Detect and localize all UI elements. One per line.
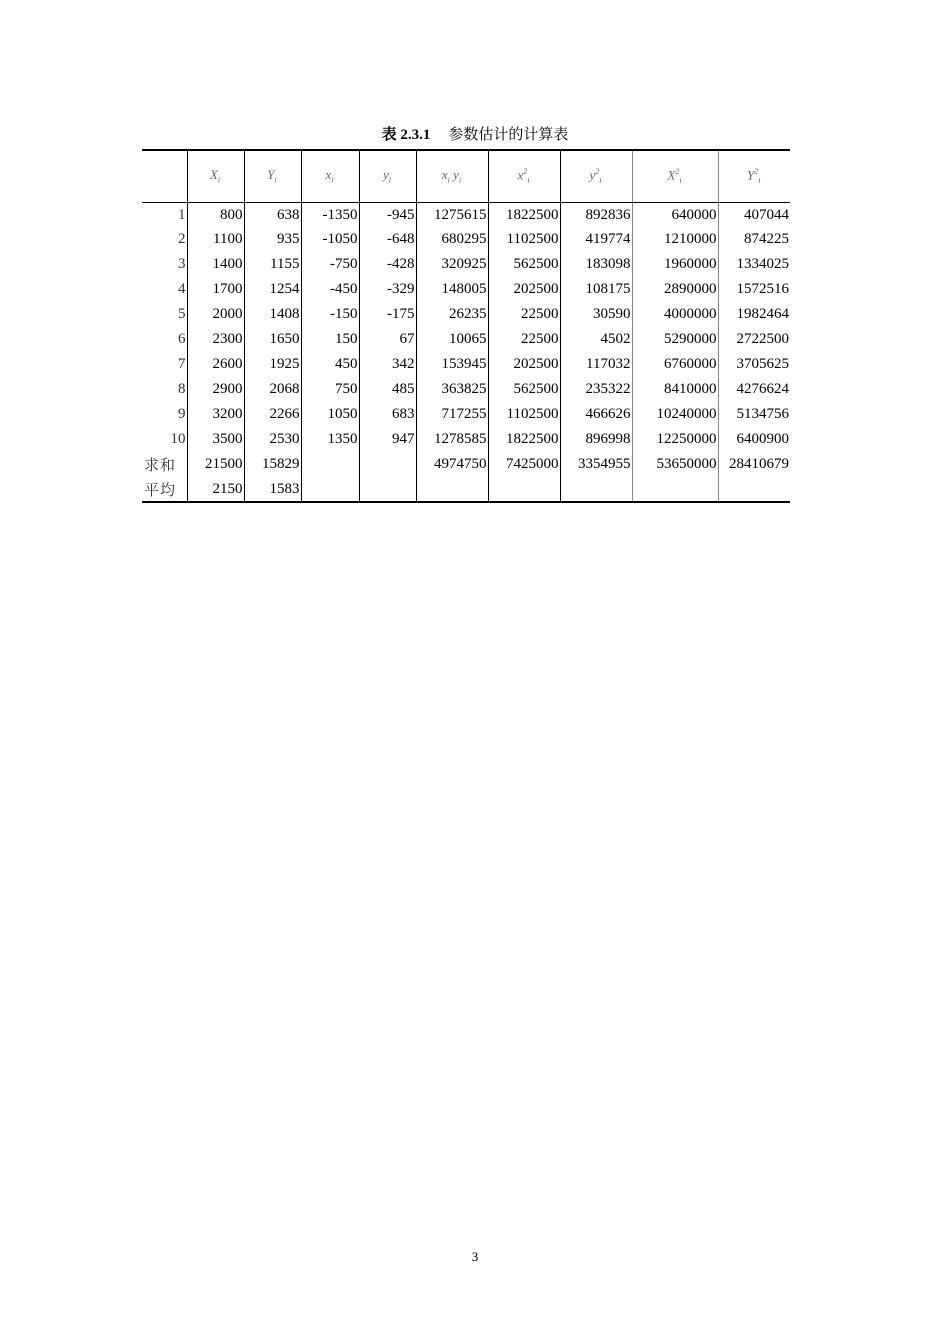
table-cell: 874225 xyxy=(744,231,789,247)
column-header: $Y^2_i$ xyxy=(718,150,790,202)
table-cell: -1350 xyxy=(301,202,359,227)
table-cell xyxy=(301,477,359,502)
column-header: $X^2_i$ xyxy=(632,150,718,202)
table-row xyxy=(142,277,790,302)
table-cell: 15829 xyxy=(244,452,301,477)
table-title: 参数估计的计算表 xyxy=(448,127,569,143)
table-cell: 1050 xyxy=(301,402,359,427)
table-cell: 148005 xyxy=(416,277,488,302)
column-header: $y^2_i$ xyxy=(560,150,632,202)
table-cell: 485 xyxy=(359,377,416,402)
table-row xyxy=(142,377,790,402)
table-row xyxy=(142,477,790,502)
row-label: 10 xyxy=(142,427,187,452)
column-header: $x_i$ xyxy=(301,150,359,202)
table-cell: 53650000 xyxy=(632,452,718,477)
table-cell: 3500 xyxy=(187,427,244,452)
table-cell: -428 xyxy=(359,252,416,277)
column-header: $Y_i$ xyxy=(244,150,301,202)
table-row xyxy=(142,352,790,377)
header-corner xyxy=(142,150,187,202)
table-cell: 466626 xyxy=(560,402,632,427)
table-cell: 3705625 xyxy=(736,356,789,372)
table-cell: 562500 xyxy=(488,252,560,277)
table-cell: 717255 xyxy=(416,402,488,427)
row-label: 4 xyxy=(142,277,187,302)
column-header: $X_i$ xyxy=(187,150,244,202)
row-label: 1 xyxy=(142,202,187,227)
table-cell: 1278585 xyxy=(416,427,488,452)
table-cell: 450 xyxy=(301,352,359,377)
table-cell: 1408 xyxy=(244,302,301,327)
table-cell xyxy=(560,477,632,502)
table-cell: 22500 xyxy=(488,302,560,327)
row-label: 求和 xyxy=(142,452,187,477)
table-cell xyxy=(359,477,416,502)
table-cell: 2300 xyxy=(187,327,244,352)
table-cell: -150 xyxy=(301,302,359,327)
table-cell: 680295 xyxy=(416,227,488,252)
header-row xyxy=(142,150,790,202)
table-cell: 3200 xyxy=(187,402,244,427)
table-cell: 750 xyxy=(301,377,359,402)
table-cell: 153945 xyxy=(416,352,488,377)
row-label: 6 xyxy=(142,327,187,352)
table-cell: 638 xyxy=(244,202,301,227)
table-cell: 1925 xyxy=(244,352,301,377)
table-cell: 7425000 xyxy=(488,452,560,477)
table-cell xyxy=(416,477,488,502)
row-label: 7 xyxy=(142,352,187,377)
row-label: 8 xyxy=(142,377,187,402)
table-cell: 4974750 xyxy=(416,452,488,477)
row-label: 5 xyxy=(142,302,187,327)
table-cell: 1960000 xyxy=(632,252,718,277)
table-cell xyxy=(359,452,416,477)
table-cell: 2722500 xyxy=(736,331,789,347)
table-cell: 2890000 xyxy=(632,277,718,302)
table-cell: 1822500 xyxy=(488,427,560,452)
table-row xyxy=(142,227,790,252)
table-cell: -1050 xyxy=(301,227,359,252)
table-cell: -648 xyxy=(359,227,416,252)
table-cell: 150 xyxy=(301,327,359,352)
row-label: 9 xyxy=(142,402,187,427)
table-body xyxy=(142,202,790,502)
table-cell: 1254 xyxy=(244,277,301,302)
table-cell: 3354955 xyxy=(560,452,632,477)
table-cell: 892836 xyxy=(560,202,632,227)
table-cell: 896998 xyxy=(560,427,632,452)
table-cell xyxy=(488,477,560,502)
table-cell: 1102500 xyxy=(488,402,560,427)
table-cell: 2068 xyxy=(244,377,301,402)
table-cell: 407044 xyxy=(744,207,789,224)
table-cell: 1982464 xyxy=(736,306,789,322)
table-cell: 342 xyxy=(359,352,416,377)
table-cell: 683 xyxy=(359,402,416,427)
table-cell: 800 xyxy=(187,202,244,227)
table-cell: 1650 xyxy=(244,327,301,352)
table-cell: 935 xyxy=(244,227,301,252)
table-cell: 5290000 xyxy=(632,327,718,352)
table-row xyxy=(142,202,790,227)
table-cell: -750 xyxy=(301,252,359,277)
table-cell: -175 xyxy=(359,302,416,327)
table-cell: 320925 xyxy=(416,252,488,277)
row-label: 3 xyxy=(142,252,187,277)
table-cell: 1822500 xyxy=(488,202,560,227)
table-cell: 4276624 xyxy=(736,381,789,397)
table-cell: 1700 xyxy=(187,277,244,302)
table-cell: 235322 xyxy=(560,377,632,402)
table-cell: 26235 xyxy=(416,302,488,327)
table-row xyxy=(142,452,790,477)
table-cell: 1155 xyxy=(244,252,301,277)
table-cell: -329 xyxy=(359,277,416,302)
calculation-table xyxy=(142,149,790,503)
table-cell: 5134756 xyxy=(736,406,789,422)
table-cell: 1572516 xyxy=(736,281,789,297)
page-number: 3 xyxy=(471,1249,479,1264)
table-cell: 2600 xyxy=(187,352,244,377)
table-cell: 2900 xyxy=(187,377,244,402)
table-row xyxy=(142,302,790,327)
table-cell: 202500 xyxy=(488,277,560,302)
column-header: $x_i$ $y_i$ xyxy=(416,150,488,202)
table-cell: -945 xyxy=(359,202,416,227)
table-row xyxy=(142,427,790,452)
table-cell: -450 xyxy=(301,277,359,302)
table-cell: 108175 xyxy=(560,277,632,302)
table-cell: 1210000 xyxy=(632,227,718,252)
table-cell: 2530 xyxy=(244,427,301,452)
column-header: $y_i$ xyxy=(359,150,416,202)
table-cell: 8410000 xyxy=(632,377,718,402)
table-cell: 1102500 xyxy=(488,227,560,252)
table-cell: 1400 xyxy=(187,252,244,277)
table-row xyxy=(142,402,790,427)
table-cell xyxy=(301,452,359,477)
table-cell: 183098 xyxy=(560,252,632,277)
table-cell: 2000 xyxy=(187,302,244,327)
row-label: 平均 xyxy=(142,477,187,502)
table-cell: 562500 xyxy=(488,377,560,402)
table-cell: 1100 xyxy=(187,227,244,252)
table-cell: 4000000 xyxy=(632,302,718,327)
table-cell: 363825 xyxy=(416,377,488,402)
table-row xyxy=(142,252,790,277)
table-cell: 1350 xyxy=(301,427,359,452)
table-cell: 202500 xyxy=(488,352,560,377)
table-number: 表 2.3.1 xyxy=(381,127,431,143)
table-cell: 640000 xyxy=(632,202,718,227)
table-cell: 10065 xyxy=(416,327,488,352)
table-cell: 2150 xyxy=(187,477,244,502)
table-cell xyxy=(718,477,790,502)
table-cell: 2266 xyxy=(244,402,301,427)
table-cell: 21500 xyxy=(187,452,244,477)
column-header: $x^2_i$ xyxy=(488,150,560,202)
table-cell: 4502 xyxy=(560,327,632,352)
table-cell: 12250000 xyxy=(632,427,718,452)
table-cell: 6760000 xyxy=(632,352,718,377)
table-cell: 947 xyxy=(359,427,416,452)
table-cell: 1334025 xyxy=(736,256,789,272)
row-label: 2 xyxy=(142,227,187,252)
table-row xyxy=(142,327,790,352)
table-cell xyxy=(632,477,718,502)
table-cell: 6400900 xyxy=(736,431,789,447)
table-caption xyxy=(0,126,950,144)
table-cell: 22500 xyxy=(488,327,560,352)
table-cell: 1275615 xyxy=(416,202,488,227)
table-cell: 28410679 xyxy=(729,456,789,472)
table-cell: 117032 xyxy=(560,352,632,377)
table-cell: 10240000 xyxy=(632,402,718,427)
table-cell: 419774 xyxy=(560,227,632,252)
table-cell: 67 xyxy=(359,327,416,352)
table-cell: 1583 xyxy=(244,477,301,502)
table-cell: 30590 xyxy=(560,302,632,327)
